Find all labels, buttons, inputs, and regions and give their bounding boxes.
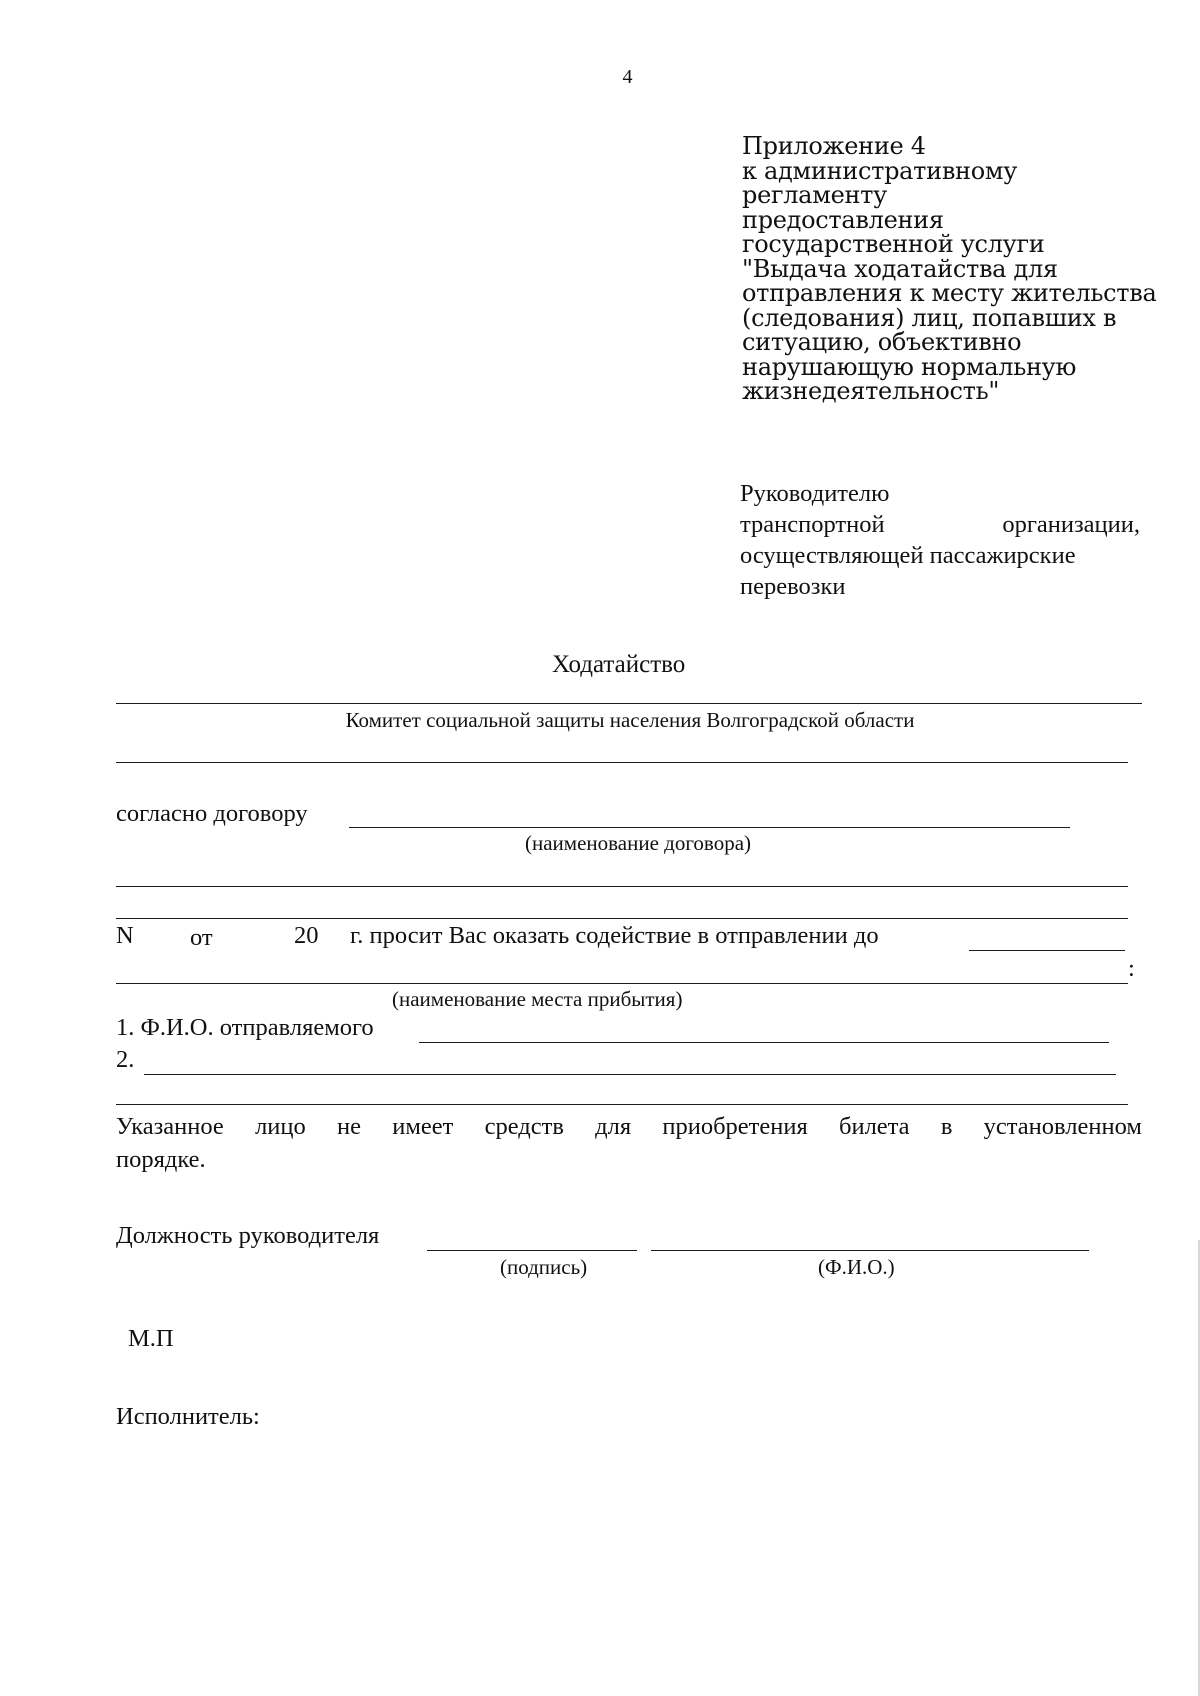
appendix-line: жизнедеятельность" (742, 377, 1000, 405)
name-caption: (Ф.И.О.) (818, 1255, 895, 1279)
statement-word: имеет (392, 1113, 454, 1140)
blank-line (116, 918, 1128, 919)
appendix-line: Приложение 4 (742, 132, 926, 160)
person-1-blank-line (419, 1042, 1109, 1043)
statement-word: для (595, 1113, 632, 1140)
contract-label: согласно договору (116, 800, 308, 827)
person-item-1: 1. Ф.И.О. отправляемого (116, 1014, 374, 1041)
statement-word: билета (839, 1113, 910, 1140)
statement-word: в (940, 1113, 953, 1140)
addressee-line: перевозки (740, 573, 846, 600)
signature-label: Должность руководителя (116, 1222, 380, 1249)
addressee-line (740, 509, 1140, 540)
contract-blank-line (349, 827, 1070, 828)
appendix-line: предоставления (742, 205, 944, 234)
request-text: г. просит Вас оказать содействие в отправлении до (350, 922, 879, 949)
request-year-label: 20 (294, 922, 319, 949)
addressee-block (740, 478, 1140, 602)
executor-label: Исполнитель: (116, 1403, 260, 1430)
appendix-line: нарушающую нормальную (742, 352, 1077, 381)
blank-line (116, 886, 1128, 887)
statement-paragraph (116, 1110, 1142, 1176)
statement-line-1 (116, 1110, 1142, 1143)
stamp-label: М.П (128, 1325, 174, 1352)
contract-caption: (наименование договора) (525, 831, 752, 855)
appendix-line: отправления к месту жительства (742, 279, 1157, 307)
person-2-blank-line (144, 1074, 1116, 1075)
addressee-line: Руководителю (740, 480, 890, 507)
signature-blank-line (427, 1250, 637, 1251)
request-n-label: N (116, 922, 134, 949)
statement-word: не (337, 1113, 362, 1140)
statement-word: Указанное (116, 1113, 224, 1140)
statement-word: средств (484, 1113, 564, 1140)
signature-caption: (подпись) (500, 1255, 588, 1279)
destination-caption: (наименование места прибытия) (392, 987, 683, 1011)
addressee-word: организации, (1002, 511, 1140, 538)
statement-line-2: порядке. (116, 1146, 206, 1173)
request-from-label: от (190, 924, 213, 951)
addressee-line: осуществляющей пассажирские (740, 542, 1076, 569)
statement-word: установленном (983, 1113, 1142, 1140)
person-item-2: 2. (116, 1046, 135, 1073)
appendix-line: "Выдача ходатайства для (742, 254, 1058, 283)
appendix-line: регламенту (742, 181, 887, 209)
appendix-header (742, 134, 1162, 404)
request-colon: : (1128, 955, 1135, 982)
statement-word: лицо (255, 1113, 306, 1140)
appendix-line: (следования) лиц, попавших в (742, 303, 1117, 332)
page-number: 4 (622, 66, 633, 88)
destination-blank-line-2 (116, 983, 1128, 984)
destination-blank-line (969, 950, 1125, 951)
committee-caption: Комитет социальной защиты населения Волгоградской области (345, 708, 915, 732)
blank-line (116, 1104, 1128, 1105)
appendix-line: к административному (742, 156, 1018, 185)
blank-line (116, 762, 1128, 763)
appendix-line: ситуацию, объективно (742, 328, 1022, 356)
addressee-word: транспортной (740, 511, 885, 538)
blank-line (116, 703, 1142, 704)
document-title: Ходатайство (552, 651, 686, 678)
statement-word: приобретения (662, 1113, 808, 1140)
appendix-line: государственной услуги (742, 230, 1045, 258)
name-blank-line (651, 1250, 1089, 1251)
